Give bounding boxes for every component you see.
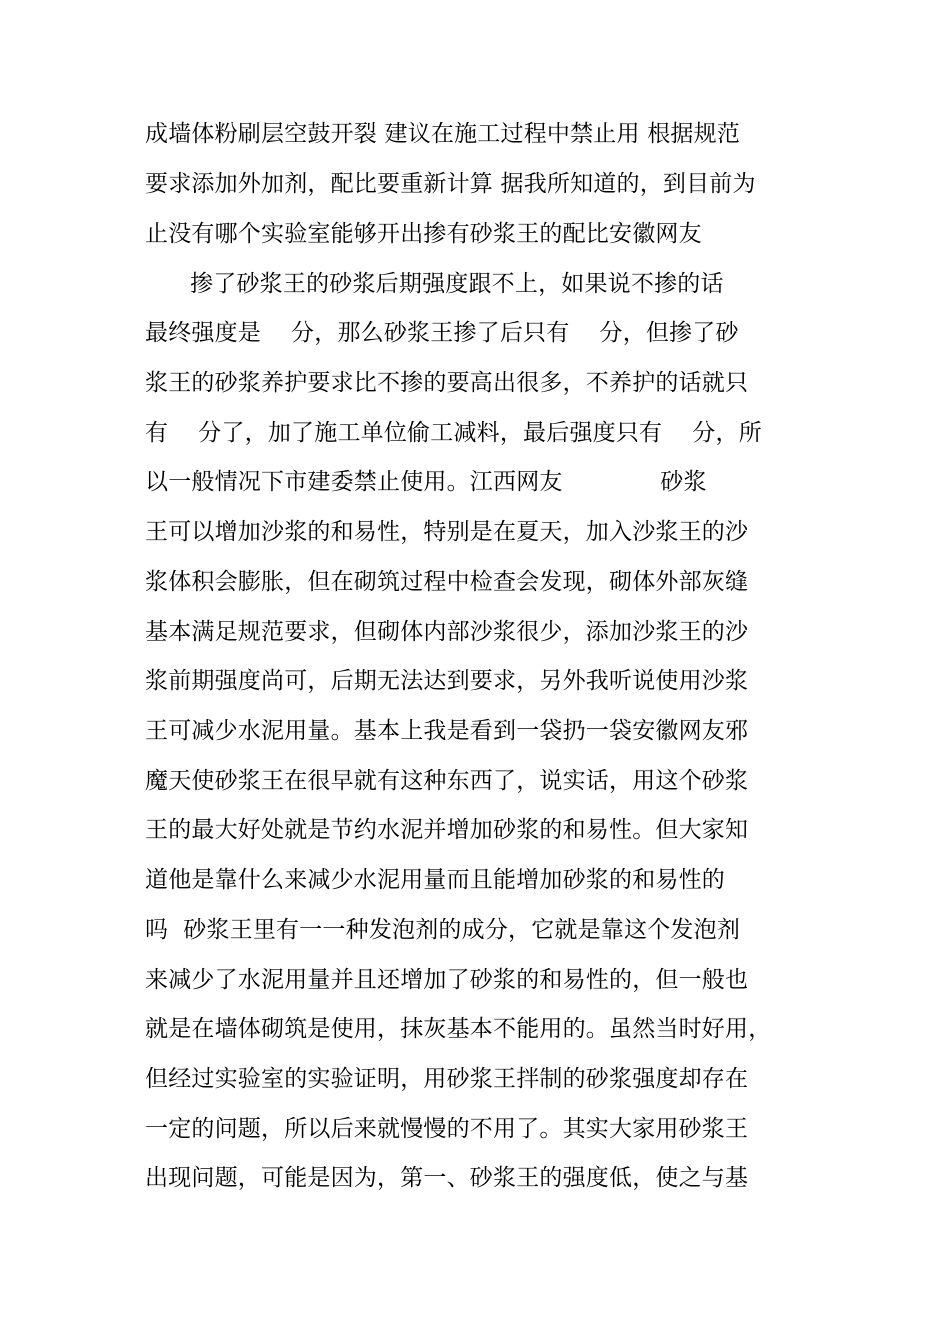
text-line: 最终强度是 分，那么砂浆王掺了后只有 分，但掺了砂	[145, 320, 739, 346]
text-line: 魔天使砂浆王在很早就有这种东西了，说实话，用这个砂浆	[145, 768, 749, 794]
text-line: 有 分了，加了施工单位偷工减料，最后强度只有 分，所	[145, 420, 762, 446]
text-line: 以一般情况下市建委禁止使用。江西网友 砂浆	[145, 469, 707, 495]
text-line: 成墙体粉刷层空鼓开裂 建议在施工过程中禁止用 根据规范	[145, 121, 741, 147]
text-line: 王的最大好处就是节约水泥并增加砂浆的和易性。但大家知	[145, 817, 749, 843]
text-line: 王可以增加沙浆的和易性，特别是在夏天，加入沙浆王的沙	[145, 519, 749, 545]
text-line: 掺了砂浆王的砂浆后期强度跟不上，如果说不掺的话	[145, 271, 724, 297]
text-line: 来减少了水泥用量并且还增加了砂浆的和易性的，但一般也	[145, 967, 749, 993]
text-line: 王可减少水泥用量。基本上我是看到一袋扔一袋安徽网友邪	[145, 718, 749, 744]
text-line: 浆王的砂浆养护要求比不掺的要高出很多，不养护的话就只	[145, 370, 749, 396]
text-line: 一定的问题，所以后来就慢慢的不用了。其实大家用砂浆王	[145, 1116, 749, 1142]
text-line: 道他是靠什么来减少水泥用量而且能增加砂浆的和易性的	[145, 867, 725, 893]
text-line: 吗 砂浆王里有一一种发泡剂的成分，它就是靠这个发泡剂	[145, 917, 741, 943]
text-line: 浆前期强度尚可，后期无法达到要求，另外我听说使用沙浆	[145, 668, 749, 694]
text-line: 基本满足规范要求，但砌体内部沙浆很少，添加沙浆王的沙	[145, 619, 749, 645]
text-line: 但经过实验室的实验证明，用砂浆王拌制的砂浆强度却存在	[145, 1066, 749, 1092]
text-line: 要求添加外加剂，配比要重新计算 据我所知道的，到目前为	[145, 171, 756, 197]
text-line: 出现问题，可能是因为，第一、砂浆王的强度低，使之与基	[145, 1165, 749, 1191]
text-line: 浆体积会膨胀，但在砌筑过程中检查会发现，砌体外部灰缝	[145, 569, 749, 595]
text-line: 止没有哪个实验室能够开出掺有砂浆王的配比安徽网友	[145, 221, 702, 247]
text-line: 就是在墙体砌筑是使用，抹灰基本不能用的。虽然当时好用，	[145, 1016, 772, 1042]
